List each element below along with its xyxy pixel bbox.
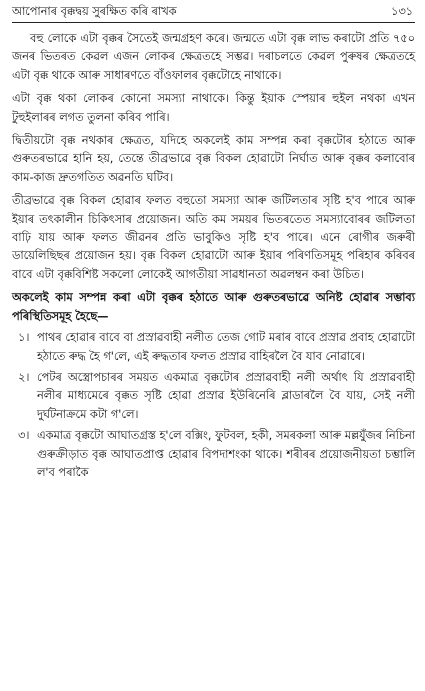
list-item — [12, 329, 415, 366]
list-item — [12, 427, 415, 482]
list-item — [12, 369, 415, 424]
list-marker: ২। — [18, 370, 30, 384]
numbered-list — [12, 329, 415, 482]
list-marker: ৩। — [18, 429, 30, 443]
paragraph: বহু লোকে এটা বৃক্কৰ সৈতেই জন্মগ্ৰহণ কৰে। জন্মতে এটা বৃক্ক লাভ কৰাটো প্ৰতি ৭৫০ জনৰ ভিতৰত কেৱল এজন লোকৰ ক্ষেত্ৰতহে সম্ভৱ। দৰাচলতে কেৱল পুৰুষৰ ক্ষেত্ৰতহে এটা বৃক্ক থাকে আৰু সাধাৰণতে বাঁওফালৰ বৃক্কটোহে নাথাকে। — [12, 32, 415, 82]
section-heading: অকলেই কাম সম্পন্ন কৰা এটা বৃক্কৰ হঠাতে আৰু গুৰুতৰভাৱে অনিষ্ট হোৱাৰ সম্ভাব্য পৰিস্থিতিসমূহ হৈছে— — [12, 291, 415, 323]
paragraph: দ্বিতীয়টো বৃক্ক নথকাৰ ক্ষেত্ৰত, যদিহে অকলেই কাম সম্পন্ন কৰা বৃক্কটোৰ হঠাতে আৰু গুৰুতৰভাৱে হানি হয়, তেন্তে তীব্ৰভাৱে বৃক্ক বিকল হোৱাটো নিৰ্ঘাত আৰু বৃক্কৰ কলাবোৰ কাম-কাজ দ্ৰুতগতিত অৱনতি ঘটিব। — [12, 134, 415, 184]
list-item-text: পাথৰ হোৱাৰ বাবে বা প্ৰস্ৰাৱবাহী নলীত তেজ গোট মৰাৰ বাবে প্ৰস্ৰাৱ প্ৰবাহ হোৱাটো হঠাতে ৰুদ্ধ হৈ গ'লে, এই ৰুদ্ধতাৰ ফলত প্ৰস্ৰাৱ বাহিৰলৈ বৈ যাব নোৱাৰে। — [37, 331, 415, 363]
paragraph: এটা বৃক্ক থকা লোকৰ কোনো সমস্যা নাথাকে। কিন্তু ইয়াক স্পেয়াৰ হুইল নথকা এখন টুহুইলাৰৰ লগত তুলনা কৰিব পাৰি। — [12, 92, 415, 124]
list-marker: ১। — [18, 331, 30, 345]
page-number: ১৩১ — [390, 5, 413, 18]
paragraph: তীব্ৰভাৱে বৃক্ক বিকল হোৱাৰ ফলত বহুতো সমস্যা আৰু জটিলতাৰ সৃষ্টি হ'ব পাৰে আৰু ইয়াৰ তৎকালীন চিকিৎসাৰ প্ৰয়োজন। অতি কম সময়ৰ ভিতৰতেত সমস্যাবোৰৰ জটিলতা বাঢ়ি যায় আৰু ফলত জীৱনৰ প্ৰতি ভাবুকিও সৃষ্টি হ'ব পাৰে। এনে ৰোগীৰ জৰুৰী ডায়েলিছিছৰ প্ৰয়োজন হয়। বৃক্ক বিকল হোৱাটো আৰু ইয়াৰ পৰিণতিসমূহ পৰিহাৰ কৰিবৰ বাবে এটা বৃক্কবিশিষ্ট সকলো লোকেই আগতীয়া সাৱধানতা অৱলম্বন কৰা উচিত। — [12, 194, 415, 281]
running-header — [12, 3, 415, 23]
header-title: আপোনাৰ বৃক্কদ্বয় সুৰক্ষিত কৰি ৰাখক — [12, 5, 177, 18]
list-item-text: পেটৰ অস্ত্ৰোপচাৰৰ সময়ত একমাত্ৰ বৃক্কটোৰ প্ৰস্ৰাৱবাহী নলী অৰ্থাৎ যি প্ৰস্ৰাৱবাহী নলীৰ মাধ্যমেৰে বৃক্কত সৃষ্টি হোৱা প্ৰস্ৰাৱ ইউৰিনেৰি ব্লাডাৰলৈ বৈ যায়, সেই নলী দুৰ্ঘটনাক্ৰমে কটা গ'লে। — [37, 370, 415, 421]
list-item-text: একমাত্ৰ বৃক্কটো আঘাতগ্ৰস্ত হ'লে বক্সিং, ফুটবল, হকী, সমৰকলা আৰু মল্লযুঁজৰ নিচিনা গুৰুক্ৰীড়াত বৃক্ক আঘাতপ্ৰাপ্ত হোৱাৰ বিপদাশংকা থাকে। শৰীৰৰ প্ৰয়োজনীয়তা চম্ভালি ল'ব পৰাকৈ — [37, 429, 415, 479]
